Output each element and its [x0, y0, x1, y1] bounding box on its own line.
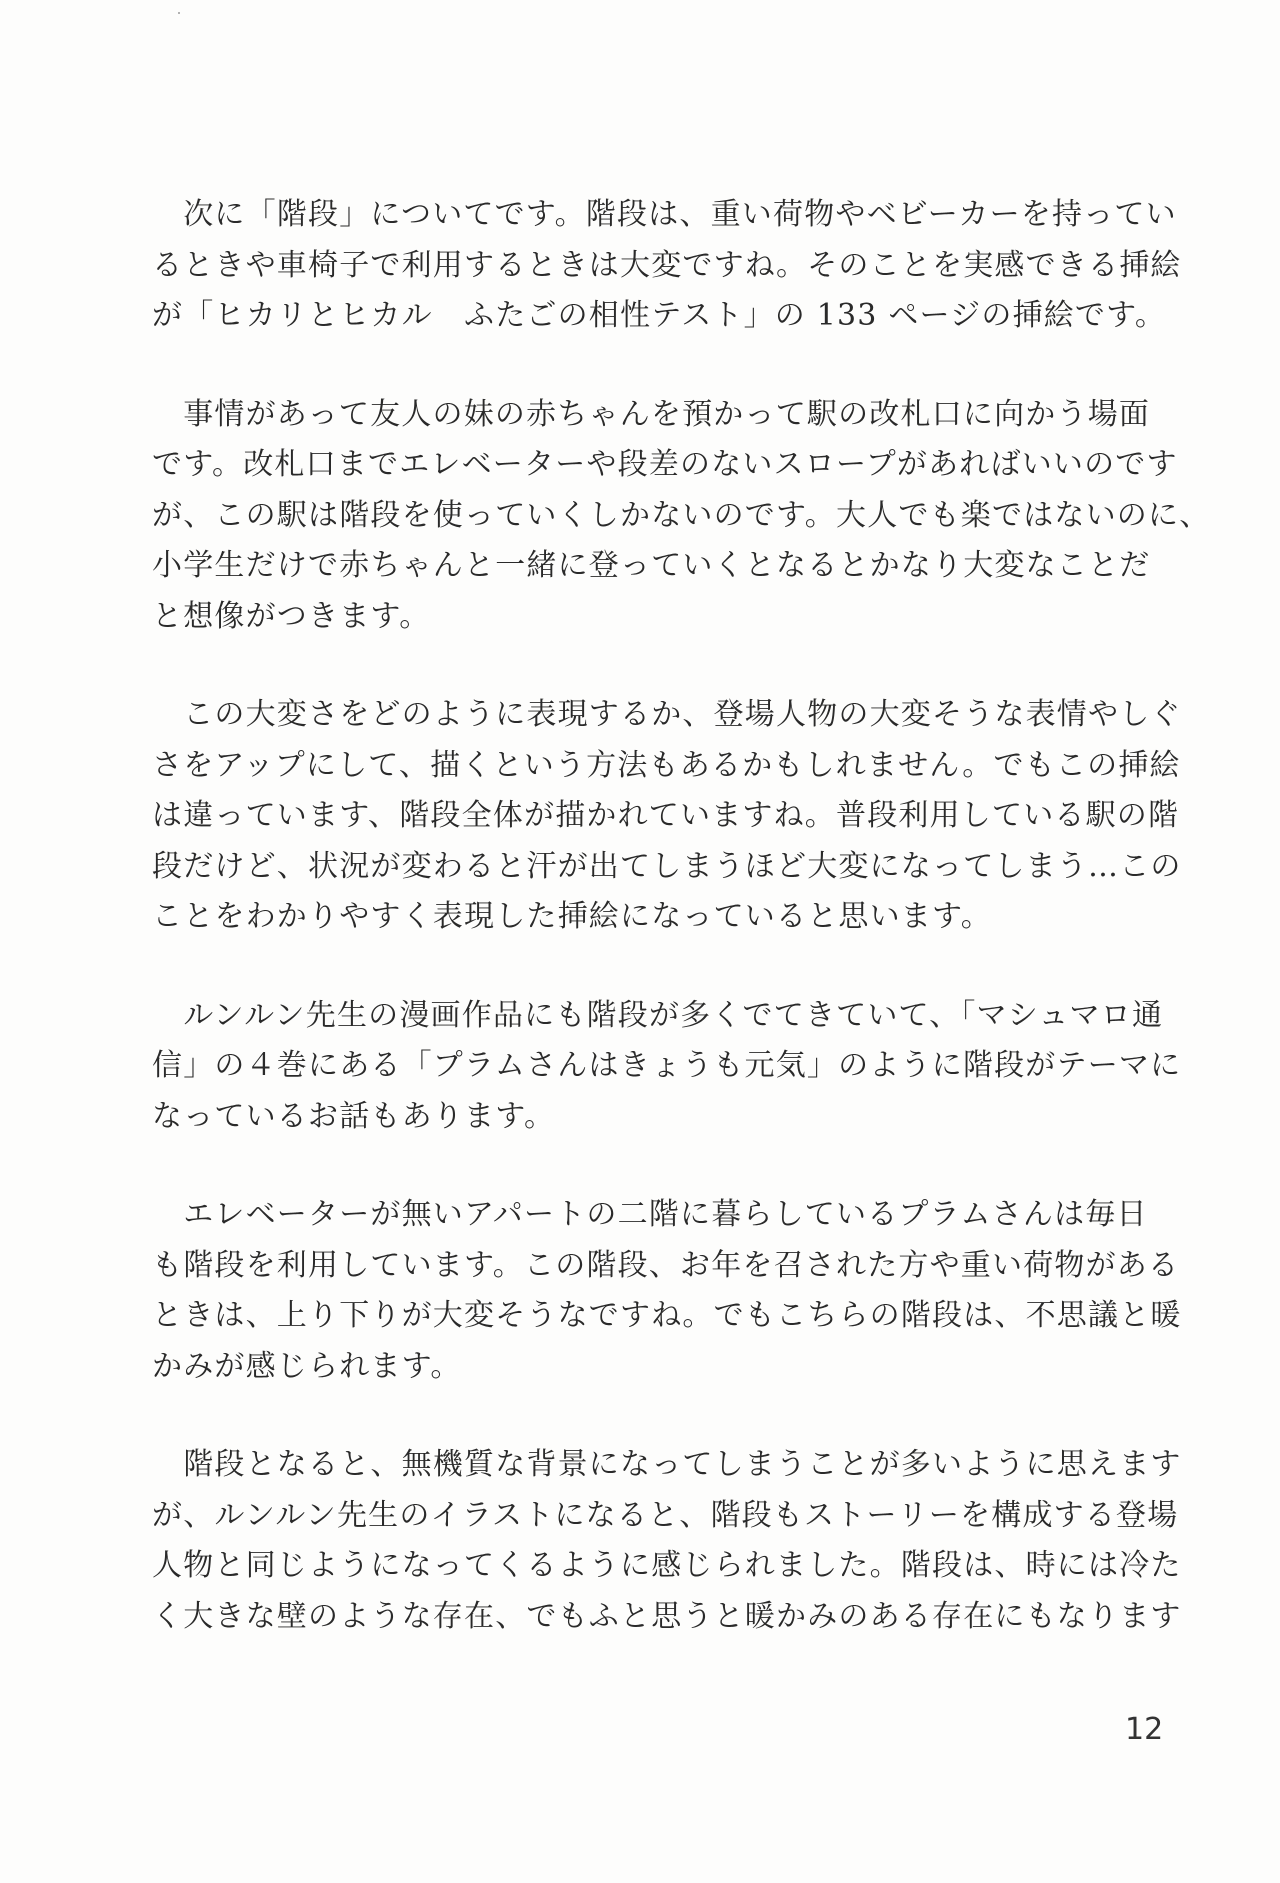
text-line: かみが感じられます。	[152, 1348, 462, 1384]
body-text	[152, 190, 1211, 1690]
paragraph-illustration-expression	[152, 690, 1182, 943]
paragraph-plum-apartment	[152, 1190, 1182, 1392]
paragraph-stairs-intro	[152, 190, 1182, 342]
text-line: ときは、上り下りが大変そうなですね。でもこちらの階段は、不思議と暖	[152, 1298, 1182, 1333]
text-line: さをアップにして、描くという方法もあるかもしれません。でもこの挿絵	[152, 747, 1181, 783]
text-line: が、この駅は階段を使っていくしかないのです。大人でも楽ではないのに、	[152, 497, 1211, 533]
text-line: く大きな壁のような存在、でもふと思うと暖かみのある存在にもなります	[152, 1598, 1182, 1634]
text-line: 小学生だけで赤ちゃんと一緒に登っていくとなるとかなり大変なことだ	[152, 548, 1151, 583]
paragraph-station-scene	[152, 390, 1211, 643]
text-line: です。改札口までエレベーターや段差のないスロープがあればいいのです	[152, 447, 1178, 482]
text-line: エレベーターが無いアパートの二階に暮らしているプラムさんは毎日	[152, 1197, 1148, 1232]
text-line: なっているお話もあります。	[152, 1098, 556, 1134]
text-line: が「ヒカリとヒカル ふたごの相性テスト」の 133 ページの挿絵です。	[152, 298, 1167, 333]
text-line: と想像がつきます。	[152, 598, 431, 634]
text-line: この大変さをどのように表現するか、登場人物の大変そうな表情やしぐ	[152, 697, 1182, 732]
text-line: 人物と同じようになってくるように感じられました。階段は、時には冷た	[152, 1548, 1182, 1583]
text-line: 段だけど、状況が変わると汗が出てしまうほど大変になってしまう…この	[152, 848, 1182, 884]
page-number: 12	[1125, 1712, 1164, 1747]
paragraph-stairs-character	[152, 1440, 1182, 1642]
paragraph-manga-works	[152, 991, 1182, 1143]
text-line: は違っています、階段全体が描かれていますね。普段利用している駅の階	[152, 798, 1180, 833]
text-line: 信」の４巻にある「プラムさんはきょうも元気」のように階段がテーマに	[152, 1048, 1182, 1083]
text-line: 事情があって友人の妹の赤ちゃんを預かって駅の改札口に向かう場面	[152, 396, 1151, 432]
text-line: ルンルン先生の漫画作品にも階段が多くでてきていて、「マシュマロ通	[152, 997, 1164, 1033]
text-line: ことをわかりやすく表現した挿絵になっていると思います。	[152, 899, 992, 934]
text-line: も階段を利用しています。この階段、お年を召された方や重い荷物がある	[152, 1247, 1180, 1283]
text-line: るときや車椅子で利用するときは大変ですね。そのことを実感できる挿絵	[152, 247, 1182, 283]
text-line: 次に「階段」についてです。階段は、重い荷物やベビーカーを持ってい	[152, 197, 1177, 232]
scan-speck	[178, 12, 180, 14]
text-line: 階段となると、無機質な背景になってしまうことが多いように思えます	[152, 1447, 1182, 1482]
text-line: が、ルンルン先生のイラストになると、階段もストーリーを構成する登場	[152, 1497, 1179, 1533]
